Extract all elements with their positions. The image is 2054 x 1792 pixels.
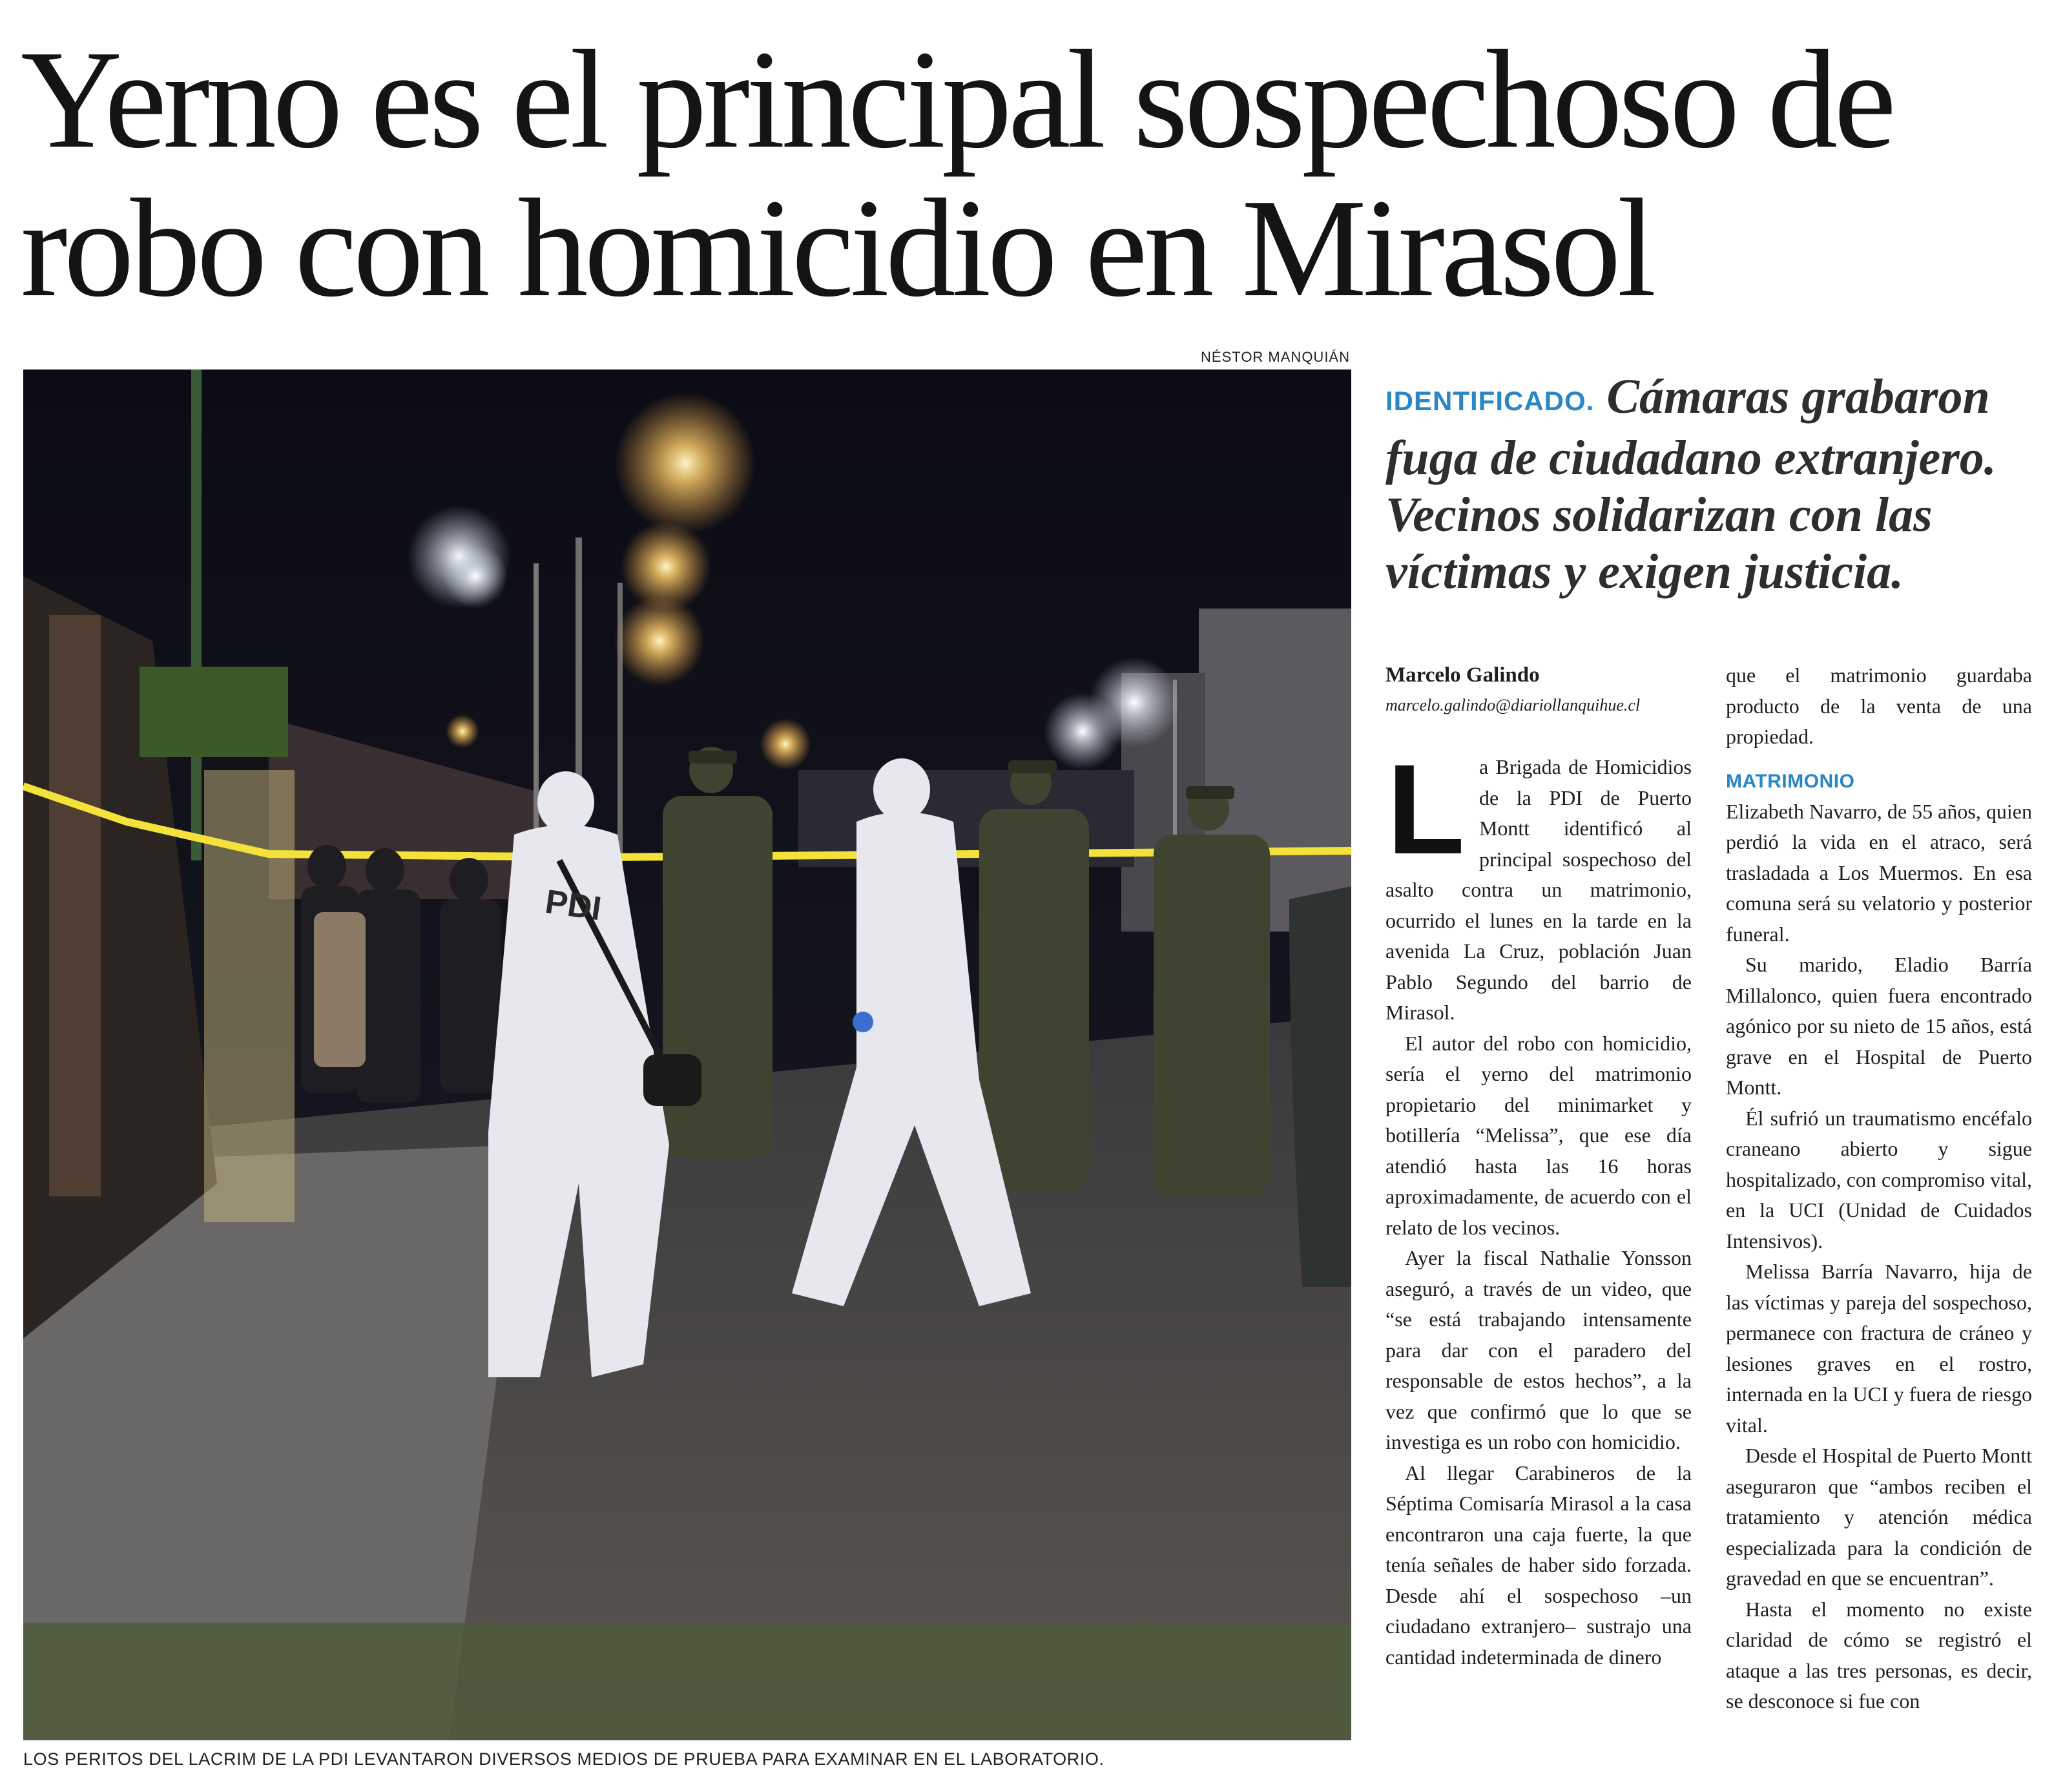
news-photo	[23, 370, 1351, 1740]
paragraph-1-text: a Brigada de Homicidios de la PDI de Puerto Montt identificó al principal sospechoso del asalto contra un matrimonio, ocurrido el lunes en la tarde en la avenida La Cruz, población Juan Pablo Segundo del barrio de Mirasol.	[1385, 755, 1692, 1024]
paragraph-3: Ayer la fiscal Nathalie Yonsson aseguró, a través de un video, que “se está trabajando intensamente para dar con el paradero del responsable de estos hechos”, a la vez que confirmó que lo que se investiga es un robo con homicidio.	[1385, 1246, 1692, 1453]
paragraph-1	[1385, 738, 1692, 1028]
photo-credit: NÉSTOR MANQUIÁN	[1201, 349, 1350, 365]
paragraph-6: Elizabeth Navarro, de 55 años, quien perdió la vida en el atraco, será trasladada a Los Muermos. En esa comuna será su velatorio y posterior funeral.	[1726, 799, 2032, 946]
article-column-1	[1385, 660, 1692, 1672]
paragraph-4: Al llegar Carabineros de la Séptima Comisaría Mirasol a la casa encontraron una caja fuerte, la que tenía señales de haber sido forzada. Desde ahí el sospechoso –un ciudadano extranjero– sustrajo una cantidad indeterminada de dinero	[1385, 1461, 1692, 1669]
section-heading: MATRIMONIO	[1726, 770, 1855, 792]
summary-text: Cámaras grabaron fuga de ciudadano extranjero. Vecinos solidarizan con las víctimas y exigen justicia.	[1385, 370, 1997, 599]
dropcap: L	[1387, 738, 1465, 880]
paragraph-5: que el matrimonio guardaba producto de la venta de una propiedad.	[1726, 663, 2032, 748]
vest-label: PDI	[543, 882, 604, 928]
summary	[1385, 368, 2038, 600]
byline-email[interactable]: marcelo.galindo@diariollanquihue.cl	[1385, 696, 1641, 714]
paragraph-11: Hasta el momento no existe claridad de cómo se registró el ataque a las tres personas, es decir, se desconoce si fue con	[1726, 1597, 2032, 1713]
photo-caption: LOS PERITOS DEL LACRIM DE LA PDI LEVANTARON DIVERSOS MEDIOS DE PRUEBA PARA EXAMINAR EN EL LABORATORIO.	[23, 1749, 1105, 1769]
paragraph-7: Su marido, Eladio Barría Millalonco, quien fuera encontrado agónico por su nieto de 15 años, está grave en el Hospital de Puerto Montt.	[1726, 953, 2032, 1099]
paragraph-10: Desde el Hospital de Puerto Montt aseguraron que “ambos reciben el tratamiento y atención médica especializada para la condición de gravedad en que se encuentran”.	[1726, 1444, 2032, 1590]
paragraph-8: Él sufrió un traumatismo encéfalo craneano abierto y sigue hospitalizado, con compromiso vital, en la UCI (Unidad de Cuidados Intensivos).	[1726, 1106, 2032, 1253]
headline: Yerno es el principal sospechoso de robo con homicidio en Mirasol	[21, 22, 1893, 326]
paragraph-2: El autor del robo con homicidio, sería el yerno del matrimonio propietario del minimarket y botillería “Melissa”, que ese día atendió hasta las 16 horas aproximadamente, de acuerdo con el relato de los vecinos.	[1385, 1031, 1692, 1239]
byline-name: Marcelo Galindo	[1385, 663, 1540, 687]
article-column-2	[1726, 660, 2032, 1717]
summary-kicker: IDENTIFICADO.	[1385, 386, 1595, 416]
paragraph-9: Melissa Barría Navarro, hija de las víctimas y pareja del sospechoso, permanece con fractura de cráneo y lesiones graves en el rostro, internada en la UCI y fuera de riesgo vital.	[1726, 1260, 2032, 1437]
